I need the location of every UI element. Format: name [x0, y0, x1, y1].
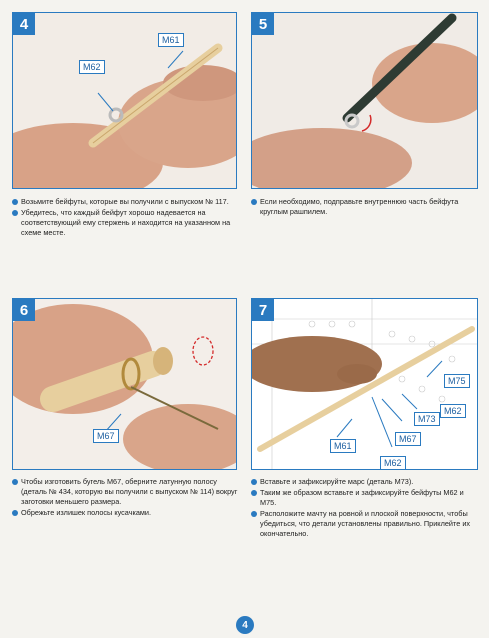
part-tag-m67: M67	[395, 432, 421, 446]
part-tag-m62: M62	[380, 456, 406, 470]
step-5-photo	[252, 13, 477, 188]
instruction-item: Если необходимо, подправьте внутреннюю часть бейфута круглым рашпилем.	[251, 197, 477, 217]
step-number: 5	[252, 13, 274, 35]
instruction-item: Возьмите бейфуты, которые вы получили с выпуском № 117.	[12, 197, 238, 207]
part-tag-m75: M75	[444, 374, 470, 388]
part-tag-m67: M67	[93, 429, 119, 443]
step-4-photo	[13, 13, 236, 188]
step-5-panel	[251, 12, 478, 189]
part-tag-m73: M73	[414, 412, 440, 426]
step-4-text	[12, 197, 238, 239]
part-tag-m61: M61	[330, 439, 356, 453]
instruction-item: Обрежьте излишек полосы кусачками.	[12, 508, 238, 518]
instruction-item: Чтобы изготовить бугель М67, оберните латунную полосу (деталь № 434, которую вы получили с выпуском № 114) вокруг заготовки меньшего размера.	[12, 477, 238, 507]
step-number: 6	[13, 299, 35, 321]
instruction-item: Таким же образом вставьте и зафиксируйте бейфуты М62 и М75.	[251, 488, 477, 508]
page-number: 4	[236, 616, 254, 634]
step-number: 4	[13, 13, 35, 35]
step-6-text	[12, 477, 238, 519]
instruction-item: Убедитесь, что каждый бейфут хорошо надевается на соответствующий ему стержень и находится на указанном на схеме месте.	[12, 208, 238, 238]
instruction-item: Вставьте и зафиксируйте марс (деталь М73).	[251, 477, 477, 487]
part-tag-m61: M61	[158, 33, 184, 47]
step-7-text	[251, 477, 477, 540]
step-6-panel	[12, 298, 237, 470]
step-5-text	[251, 197, 477, 218]
step-number: 7	[252, 299, 274, 321]
instruction-item: Расположите мачту на ровной и плоской поверхности, чтобы убедиться, что детали установлены правильно. Приклейте их окончательно.	[251, 509, 477, 539]
step-7-panel	[251, 298, 478, 470]
step-4-panel	[12, 12, 237, 189]
part-tag-m62: M62	[79, 60, 105, 74]
step-6-photo	[13, 299, 236, 469]
part-tag-m62: M62	[440, 404, 466, 418]
